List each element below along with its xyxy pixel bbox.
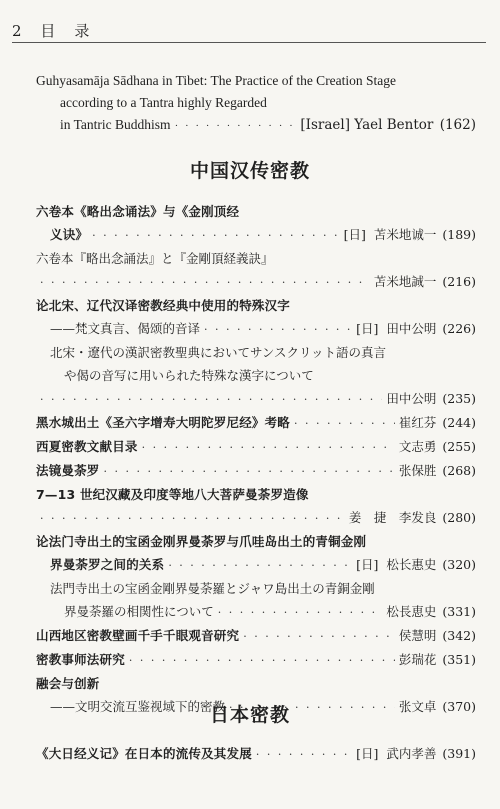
toc-entry bbox=[36, 530, 476, 577]
entry-title: 《大日经义记》在日本的流传及其发展 bbox=[36, 746, 252, 761]
entry-title: 密教事师法研究 bbox=[36, 652, 125, 667]
entry-title-cont: や偈の音写に用いられた特殊な漢字について bbox=[64, 368, 314, 383]
english-entry bbox=[36, 70, 476, 137]
header-page-number: 2 bbox=[12, 22, 24, 40]
entry-title-cont: 界曼荼羅の相関性について bbox=[64, 604, 214, 619]
entry-page: (255) bbox=[442, 439, 476, 454]
entry-author: 苫米地誠一 bbox=[373, 274, 437, 289]
english-author: [Israel] Yael Bentor bbox=[300, 117, 434, 133]
toc-entry bbox=[36, 742, 476, 766]
entry-country-tag: [日] bbox=[356, 746, 379, 761]
english-title-line-2: according to a Tantra highly Regarded bbox=[60, 95, 267, 110]
entry-title-cont: 义诀》 bbox=[50, 227, 89, 242]
dot-leader bbox=[104, 460, 395, 483]
entry-author: 张文卓 bbox=[398, 699, 437, 714]
entry-title-cont: 界曼荼罗之间的关系 bbox=[50, 557, 165, 572]
entry-title: 六卷本『略出念誦法』と『金剛頂経義訣』 bbox=[36, 251, 274, 266]
toc-entry bbox=[36, 577, 476, 624]
toc-entry bbox=[36, 624, 476, 648]
dot-leader bbox=[243, 625, 395, 648]
entry-author: 张保胜 bbox=[398, 463, 437, 478]
section2-list bbox=[36, 742, 476, 766]
dot-leader bbox=[168, 554, 352, 577]
entry-title: 北宋・遼代の漢訳密教聖典においてサンスクリット語の真言 bbox=[50, 345, 387, 360]
entry-subtitle: ——梵文真言、偈颂的音译 bbox=[50, 321, 201, 336]
dot-leader bbox=[218, 601, 383, 624]
english-page: (162) bbox=[439, 117, 476, 133]
section-title-chinese-esoteric: 中国汉传密教 bbox=[189, 160, 310, 182]
entry-title: 黑水城出土《圣六字增寿大明陀罗尼经》考略 bbox=[36, 415, 291, 430]
dot-leader bbox=[294, 412, 395, 435]
entry-page: (280) bbox=[442, 510, 476, 525]
toc-entry bbox=[36, 247, 476, 294]
entry-title: 融会与创新 bbox=[36, 676, 100, 691]
entry-author: 崔红芬 bbox=[398, 415, 437, 430]
section1-list bbox=[36, 200, 476, 719]
dot-leader bbox=[92, 224, 340, 247]
toc-entry bbox=[36, 459, 476, 483]
dot-leader bbox=[40, 271, 370, 294]
entry-country-tag: [日] bbox=[356, 321, 379, 336]
entry-page: (342) bbox=[442, 628, 476, 643]
toc-entry bbox=[36, 294, 476, 341]
dot-leader bbox=[204, 318, 352, 341]
entry-country-tag: [日] bbox=[343, 227, 366, 242]
entry-author: 文志勇 bbox=[398, 439, 437, 454]
entry-author: 姜 捷 李发良 bbox=[348, 510, 437, 525]
entry-page: (370) bbox=[442, 699, 476, 714]
english-title-line-1: Guhyasamāja Sādhana in Tibet: The Practice of the Creation Stage bbox=[36, 73, 397, 88]
running-header bbox=[12, 20, 91, 41]
entry-author: 田中公明 bbox=[386, 321, 437, 336]
toc-entry bbox=[36, 200, 476, 247]
entry-author: 苫米地诚一 bbox=[373, 227, 437, 242]
dot-leader bbox=[40, 388, 382, 411]
dot-leader bbox=[40, 507, 345, 530]
entry-title: 论法门寺出土的宝函金刚界曼荼罗与爪哇岛出土的青铜金刚 bbox=[36, 534, 367, 549]
entry-page: (268) bbox=[442, 463, 476, 478]
entry-page: (331) bbox=[442, 604, 476, 619]
dot-leader bbox=[129, 649, 395, 672]
entry-country-tag: [日] bbox=[356, 557, 379, 572]
entry-author: 侯慧明 bbox=[398, 628, 437, 643]
entry-title: 法門寺出土の宝函金剛界曼荼羅とジャワ島出土の青銅金剛 bbox=[50, 581, 375, 596]
english-title-line-3: in Tantric Buddhism bbox=[60, 117, 171, 132]
entry-title: 论北宋、辽代汉译密教经典中使用的特殊汉字 bbox=[36, 298, 291, 313]
entry-author: 武内孝善 bbox=[386, 746, 437, 761]
entry-page: (235) bbox=[442, 391, 476, 406]
entry-title: 山西地区密教壁画千手千眼观音研究 bbox=[36, 628, 240, 643]
toc-entry bbox=[36, 435, 476, 459]
entry-page: (189) bbox=[442, 227, 476, 242]
entry-author: 松长惠史 bbox=[386, 557, 437, 572]
section-title-japanese-esoteric: 日本密教 bbox=[209, 704, 290, 726]
entry-author: 松長恵史 bbox=[386, 604, 437, 619]
toc-entry bbox=[36, 483, 476, 530]
entry-author: 彭瑞花 bbox=[398, 652, 437, 667]
dot-leader bbox=[142, 436, 395, 459]
header-title: 目 录 bbox=[40, 22, 92, 40]
entry-title: 法镜曼荼罗 bbox=[36, 463, 100, 478]
entry-title: 六卷本《略出念诵法》与《金刚顶经 bbox=[36, 204, 240, 219]
entry-page: (391) bbox=[442, 746, 476, 761]
toc-entry bbox=[36, 648, 476, 672]
entry-title: 西夏密教文献目录 bbox=[36, 439, 138, 454]
header-rule bbox=[12, 42, 486, 43]
entry-page: (216) bbox=[442, 274, 476, 289]
dot-leader bbox=[256, 743, 352, 766]
entry-page: (226) bbox=[442, 321, 476, 336]
toc-entry bbox=[36, 411, 476, 435]
entry-title: 7—13 世纪汉藏及印度等地八大菩萨曼荼罗造像 bbox=[36, 487, 309, 502]
entry-author: 田中公明 bbox=[386, 391, 437, 406]
entry-page: (351) bbox=[442, 652, 476, 667]
dot-leader bbox=[175, 115, 297, 137]
entry-page: (320) bbox=[442, 557, 476, 572]
entry-subtitle: ——文明交流互鉴视域下的密教 bbox=[50, 699, 226, 714]
entry-page: (244) bbox=[442, 415, 476, 430]
toc-entry bbox=[36, 341, 476, 411]
